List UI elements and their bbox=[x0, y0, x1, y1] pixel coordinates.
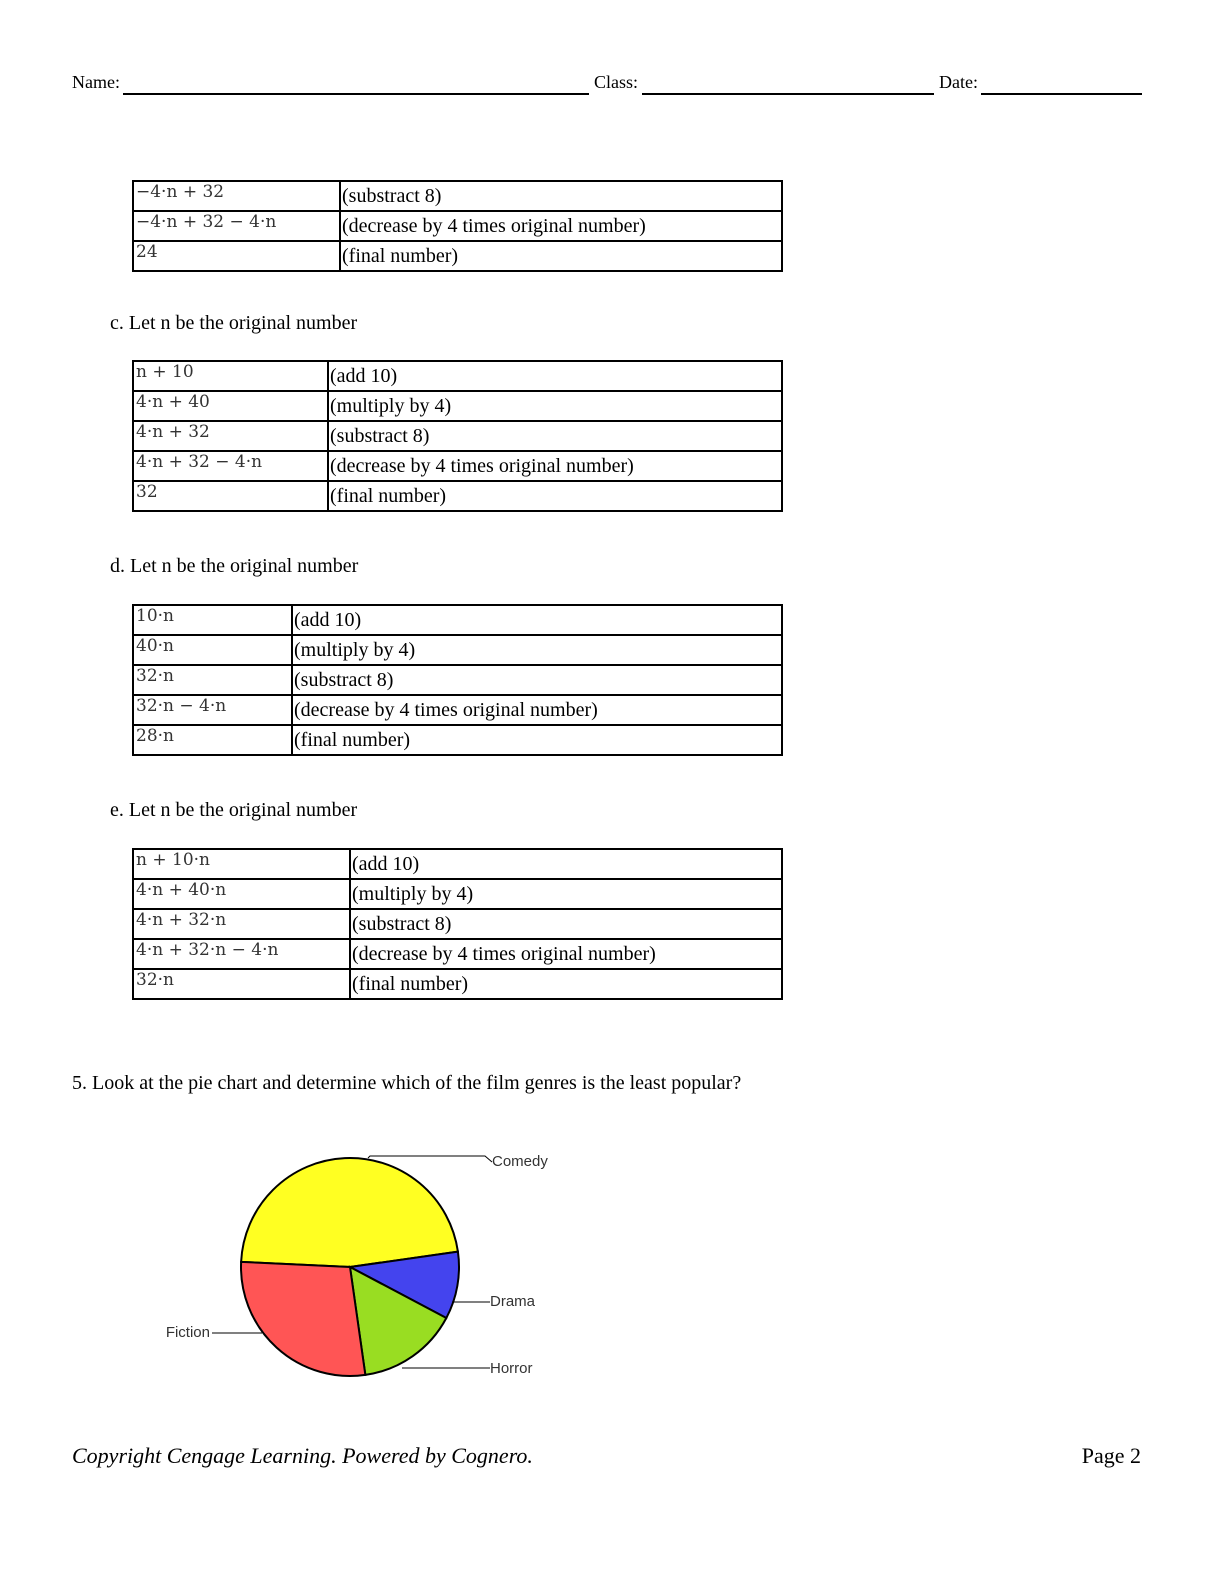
table-c bbox=[132, 360, 783, 512]
table-row bbox=[133, 421, 782, 451]
slice-label-comedy: Comedy bbox=[492, 1153, 548, 1170]
expression-cell: 28·n bbox=[133, 725, 292, 755]
expression-cell: 4·n + 32 bbox=[133, 421, 328, 451]
table-row bbox=[133, 695, 782, 725]
table-row bbox=[133, 849, 782, 879]
expression-cell: 10·n bbox=[133, 605, 292, 635]
table-e bbox=[132, 848, 783, 1000]
step-description-cell: (decrease by 4 times original number) bbox=[328, 451, 782, 481]
step-description-cell: (multiply by 4) bbox=[350, 879, 782, 909]
table-row bbox=[133, 969, 782, 999]
step-description-cell: (multiply by 4) bbox=[292, 635, 782, 665]
expression-cell: 32·n − 4·n bbox=[133, 695, 292, 725]
table-row bbox=[133, 879, 782, 909]
copyright-footer: Copyright Cengage Learning. Powered by Cognero. bbox=[72, 1443, 533, 1468]
expression-cell: 4·n + 40·n bbox=[133, 879, 350, 909]
expression-cell: 40·n bbox=[133, 635, 292, 665]
class-line bbox=[642, 93, 934, 95]
table-row bbox=[133, 481, 782, 511]
table-row bbox=[133, 665, 782, 695]
expression-cell: −4·n + 32 − 4·n bbox=[133, 211, 340, 241]
date-label: Date: bbox=[939, 72, 978, 92]
page-number: Page 2 bbox=[1081, 1443, 1141, 1468]
step-description-cell: (add 10) bbox=[328, 361, 782, 391]
leader-line-comedy bbox=[368, 1156, 492, 1162]
table-row bbox=[133, 211, 782, 241]
expression-cell: n + 10 bbox=[133, 361, 328, 391]
class-label: Class: bbox=[594, 72, 639, 92]
table-row bbox=[133, 391, 782, 421]
part-c-label: c. Let n be the original number bbox=[110, 312, 358, 334]
expression-cell: 4·n + 32·n bbox=[133, 909, 350, 939]
slice-label-horror: Horror bbox=[490, 1360, 533, 1377]
table-row bbox=[133, 939, 782, 969]
step-description-cell: (substract 8) bbox=[292, 665, 782, 695]
name-line bbox=[123, 93, 589, 95]
table-row bbox=[133, 909, 782, 939]
step-description-cell: (decrease by 4 times original number) bbox=[292, 695, 782, 725]
question-5: 5. Look at the pie chart and determine which of the film genres is the least popular? bbox=[72, 1072, 742, 1094]
pie-slices bbox=[241, 1158, 459, 1376]
name-label: Name: bbox=[72, 72, 120, 92]
film-genre-pie-chart bbox=[140, 1140, 580, 1390]
expression-cell: n + 10·n bbox=[133, 849, 350, 879]
step-description-cell: (multiply by 4) bbox=[328, 391, 782, 421]
step-description-cell: (decrease by 4 times original number) bbox=[350, 939, 782, 969]
worksheet-header bbox=[72, 72, 1142, 98]
expression-cell: 4·n + 32 − 4·n bbox=[133, 451, 328, 481]
table-d bbox=[132, 604, 783, 756]
date-line bbox=[981, 93, 1142, 95]
expression-cell: 24 bbox=[133, 241, 340, 271]
step-description-cell: (substract 8) bbox=[340, 181, 782, 211]
step-description-cell: (final number) bbox=[350, 969, 782, 999]
expression-cell: 4·n + 32·n − 4·n bbox=[133, 939, 350, 969]
part-d-label: d. Let n be the original number bbox=[110, 555, 359, 577]
expression-cell: 4·n + 40 bbox=[133, 391, 328, 421]
table-row bbox=[133, 241, 782, 271]
expression-cell: 32 bbox=[133, 481, 328, 511]
expression-cell: −4·n + 32 bbox=[133, 181, 340, 211]
table-row bbox=[133, 605, 782, 635]
table-row bbox=[133, 451, 782, 481]
step-description-cell: (final number) bbox=[292, 725, 782, 755]
step-description-cell: (add 10) bbox=[350, 849, 782, 879]
table-row bbox=[133, 181, 782, 211]
table-row bbox=[133, 635, 782, 665]
expression-cell: 32·n bbox=[133, 665, 292, 695]
step-description-cell: (decrease by 4 times original number) bbox=[340, 211, 782, 241]
expression-cell: 32·n bbox=[133, 969, 350, 999]
pie-slice-fiction bbox=[241, 1262, 365, 1376]
step-description-cell: (final number) bbox=[340, 241, 782, 271]
slice-label-drama: Drama bbox=[490, 1293, 536, 1310]
table-b bbox=[132, 180, 783, 272]
step-description-cell: (add 10) bbox=[292, 605, 782, 635]
slice-label-fiction: Fiction bbox=[165, 1324, 210, 1341]
pie-slice-comedy bbox=[241, 1158, 458, 1267]
table-row bbox=[133, 361, 782, 391]
table-row bbox=[133, 725, 782, 755]
step-description-cell: (substract 8) bbox=[350, 909, 782, 939]
step-description-cell: (substract 8) bbox=[328, 421, 782, 451]
step-description-cell: (final number) bbox=[328, 481, 782, 511]
part-e-label: e. Let n be the original number bbox=[110, 799, 358, 821]
